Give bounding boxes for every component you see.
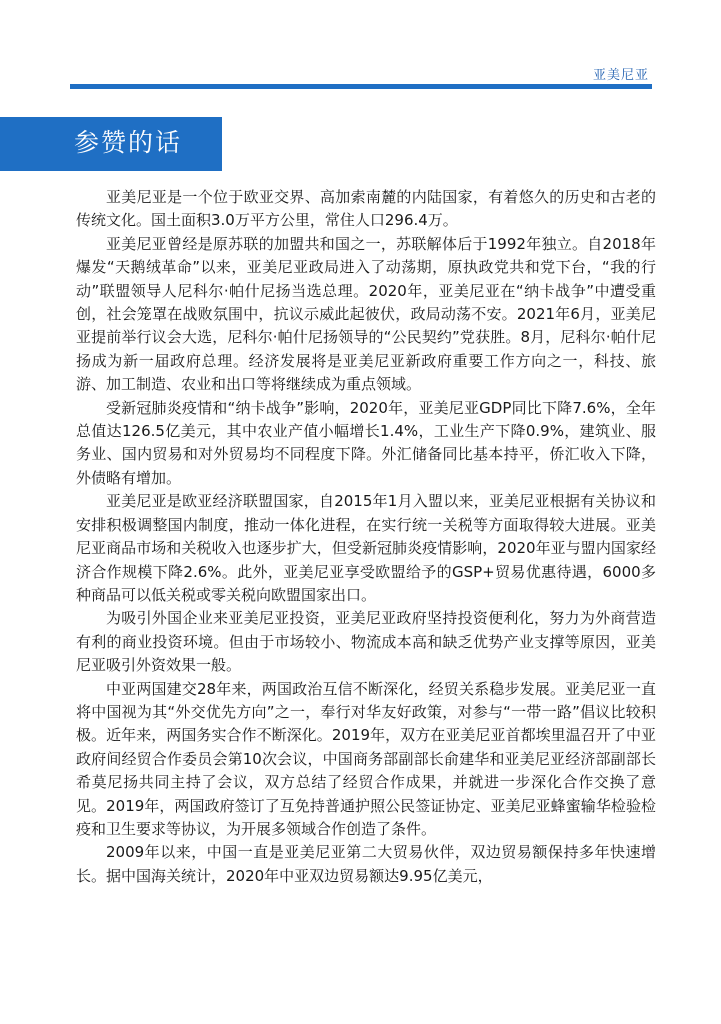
paragraph: 受新冠肺炎疫情和“纳卡战争”影响，2020年，亚美尼亚GDP同比下降7.6%，全年总值达126.5亿美元，其中农业产值小幅增长1.4%，工业生产下降0.9%，建筑业、服务业、国内贸易和对外贸易均不同程度下降。外汇储备同比基本持平，侨汇收入下降，外债略有增加。	[76, 398, 656, 487]
paragraph: 中亚两国建交28年来，两国政治互信不断深化，经贸关系稳步发展。亚美尼亚一直将中国视为其“外交优先方向”之一，奉行对华友好政策，对参与“一带一路”倡议比较积极。近年来，两国务实合作不断深化。2019年，双方在亚美尼亚首都埃里温召开了中亚政府间经贸合作委员会第10次会议，中国商务部副部长俞建华和亚美尼亚经济部副部长希莫尼扬共同主持了会议，双方总结了经贸合作成果，并就进一步深化合作交换了意见。2019年，两国政府签订了互免持普通护照公民签证协定、亚美尼亚蜂蜜输华检验检疫和卫生要求等协议，为开展多领域合作创造了条件。	[76, 679, 656, 838]
paragraph: 为吸引外国企业来亚美尼亚投资，亚美尼亚政府坚持投资便利化，努力为外商营造有利的商业投资环境。但由于市场较小、物流成本高和缺乏优势产业支撑等原因，亚美尼亚吸引外资效果一般。	[76, 609, 656, 675]
running-header: 亚美尼亚	[592, 68, 649, 83]
paragraph: 亚美尼亚是一个位于欧亚交界、高加索南麓的内陆国家，有着悠久的历史和古老的传统文化。国土面积3.0万平方公里，常住人口296.4万。	[76, 188, 656, 230]
paragraph: 亚美尼亚曾经是原苏联的加盟共和国之一，苏联解体后于1992年独立。自2018年爆发“天鹅绒革命”以来，亚美尼亚政局进入了动荡期，原执政党共和党下台，“我的行动”联盟领导人尼科尔·帕什尼扬当选总理。2020年，亚美尼亚在“纳卡战争”中遭受重创，社会笼罩在战败氛围中，抗议示威此起彼伏，政局动荡不安。2021年6月，亚美尼亚提前举行议会大选，尼科尔·帕什尼扬领导的“公民契约”党获胜。8月，尼科尔·帕什尼扬成为新一届政府总理。经济发展将是亚美尼亚新政府重要工作方向之一，科技、旅游、加工制造、农业和出口等将继续成为重点领域。	[76, 234, 656, 394]
section-title: 参赞的话	[74, 128, 183, 157]
paragraph: 2009年以来，中国一直是亚美尼亚第二大贸易伙伴，双边贸易额保持多年快速增长。据中国海关统计，2020年中亚双边贸易额达9.95亿美元，	[76, 843, 656, 885]
paragraph: 亚美尼亚是欧亚经济联盟国家，自2015年1月入盟以来，亚美尼亚根据有关协议和安排积极调整国内制度，推动一体化进程，在实行统一关税等方面取得较大进展。亚美尼亚商品市场和关税收入也逐步扩大，但受新冠肺炎疫情影响，2020年亚与盟内国家经济合作规模下降2.6%。此外，亚美尼亚享受欧盟给予的GSP+贸易优惠待遇，6000多种商品可以低关税或零关税向欧盟国家出口。	[76, 492, 656, 604]
header-rule	[70, 84, 652, 89]
body-text	[76, 186, 656, 888]
